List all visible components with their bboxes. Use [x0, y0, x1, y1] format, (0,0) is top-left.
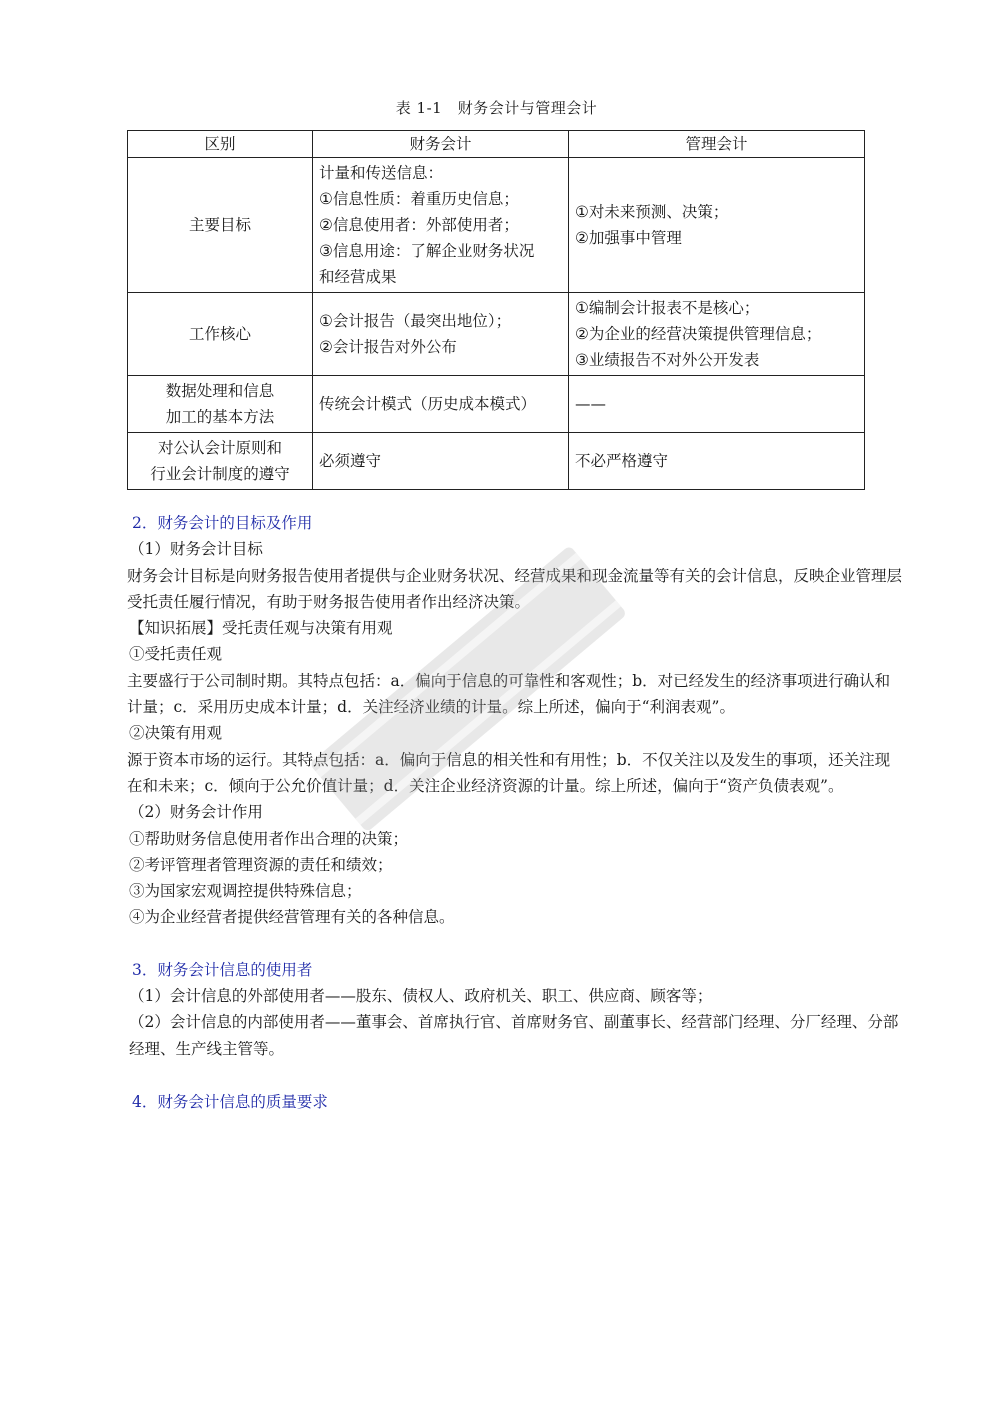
- subsection-heading: ②决策有用观: [129, 724, 223, 743]
- row-label-text: 行业会计制度的遵守: [150, 465, 290, 483]
- financial-accounting-cell: [313, 433, 569, 490]
- knowledge-extension-label: 【知识拓展】受托责任观与决策有用观: [129, 619, 393, 638]
- table-header-cell: 区别: [128, 131, 313, 158]
- row-label-cell: [128, 158, 313, 293]
- financial-accounting-cell: [313, 158, 569, 293]
- table-row: [128, 158, 865, 293]
- cell-line: ②信息使用者：外部使用者；: [319, 216, 519, 234]
- row-label-text: 主要目标: [188, 216, 251, 234]
- financial-accounting-cell: [313, 376, 569, 433]
- cell-line: ①会计报告（最突出地位）；: [319, 312, 512, 330]
- comparison-table: [127, 130, 865, 490]
- subsection-heading: （2）财务会计作用: [129, 803, 263, 822]
- cell-line: ③信息用途：了解企业财务状况: [319, 242, 535, 260]
- list-item: ③为国家宏观调控提供特殊信息；: [129, 882, 362, 901]
- table-row: [128, 293, 865, 376]
- cell-line: ①编制会计报表不是核心；: [575, 299, 760, 317]
- row-label-cell: [128, 376, 313, 433]
- cell-line: ①对未来预测、决策；: [575, 203, 729, 221]
- list-item: ④为企业经营者提供经营管理有关的各种信息。: [129, 908, 455, 927]
- section-heading: 3．财务会计信息的使用者: [132, 960, 313, 979]
- spacer: [127, 1062, 903, 1089]
- cell-line: ——: [575, 395, 606, 413]
- paragraph: [127, 563, 903, 616]
- management-accounting-cell: [569, 376, 865, 433]
- row-label-text: 对公认会计原则和: [157, 439, 282, 457]
- cell-line: 计量和传送信息：: [319, 164, 444, 182]
- list-item: ②考评管理者管理资源的责任和绩效；: [129, 855, 393, 874]
- section-heading: 2．财务会计的目标及作用: [132, 514, 313, 532]
- financial-accounting-cell: [313, 293, 569, 376]
- table-header-row: [128, 131, 865, 158]
- table-row: [128, 433, 865, 490]
- cell-line: ②会计报告对外公布: [319, 338, 457, 356]
- paragraph: 主要盛行于公司制时期。其特点包括：a．偏向于信息的可靠性和客观性；b．对已经发生的经济事项进行确认和计量；c．采用历史成本计量；d．关注经济业绩的计量。综上所述，偏向于“利润表观”。: [127, 671, 891, 717]
- list-item: ①帮助财务信息使用者作出合理的决策；: [129, 829, 409, 848]
- row-label-cell: [128, 433, 313, 490]
- cell-line: 必须遵守: [319, 452, 382, 470]
- paragraph: （2）会计信息的内部使用者——董事会、首席执行官、首席财务官、副董事长、经营部门经理、分厂经理、分部经理、生产线主管等。: [129, 1013, 899, 1058]
- paragraph-text: 财务会计目标是向财务报告使用者提供与企业财务状况、经营成果和现金流量等有关的会计信息，反映企业管理层受托责任履行情况，有助于财务报告使用者作出经济决策。: [127, 566, 903, 611]
- subsection-heading: （1）财务会计目标: [129, 540, 263, 559]
- subsection-heading: ①受托责任观: [129, 645, 223, 664]
- spacer: [127, 931, 903, 957]
- paragraph: 源于资本市场的运行。其特点包括：a．偏向于信息的相关性和有用性；b．不仅关注以及发生的事项，还关注现在和未来；c．倾向于公允价值计量；d．关注企业经济资源的计量。综上所述，偏向于“资产负债表观”。: [127, 750, 891, 795]
- management-accounting-cell: [569, 158, 865, 293]
- cell-line: 和经营成果: [319, 268, 397, 286]
- management-accounting-cell: [569, 293, 865, 376]
- cell-line: 传统会计模式（历史成本模式）: [319, 395, 537, 413]
- cell-line: ②加强事中管理: [575, 229, 682, 247]
- table-header-cell: 管理会计: [569, 131, 865, 158]
- table-caption: 表 1-1 财务会计与管理会计: [395, 99, 598, 117]
- cell-line: ③业绩报告不对外公开发表: [575, 351, 760, 369]
- cell-line: ①信息性质：着重历史信息；: [319, 190, 519, 208]
- document-body: [127, 510, 903, 1115]
- table-header-cell: 财务会计: [313, 131, 569, 158]
- table-row: [128, 376, 865, 433]
- cell-line: 不必严格遵守: [575, 452, 669, 470]
- management-accounting-cell: [569, 433, 865, 490]
- section-heading: 4．财务会计信息的质量要求: [132, 1092, 328, 1111]
- row-label-text: 工作核心: [188, 325, 251, 343]
- row-label-text: 数据处理和信息: [165, 382, 275, 400]
- row-label-cell: [128, 293, 313, 376]
- row-label-text: 加工的基本方法: [165, 408, 275, 426]
- cell-line: ②为企业的经营决策提供管理信息；: [575, 325, 822, 343]
- paragraph: （1）会计信息的外部使用者——股东、债权人、政府机关、职工、供应商、顾客等；: [129, 987, 713, 1006]
